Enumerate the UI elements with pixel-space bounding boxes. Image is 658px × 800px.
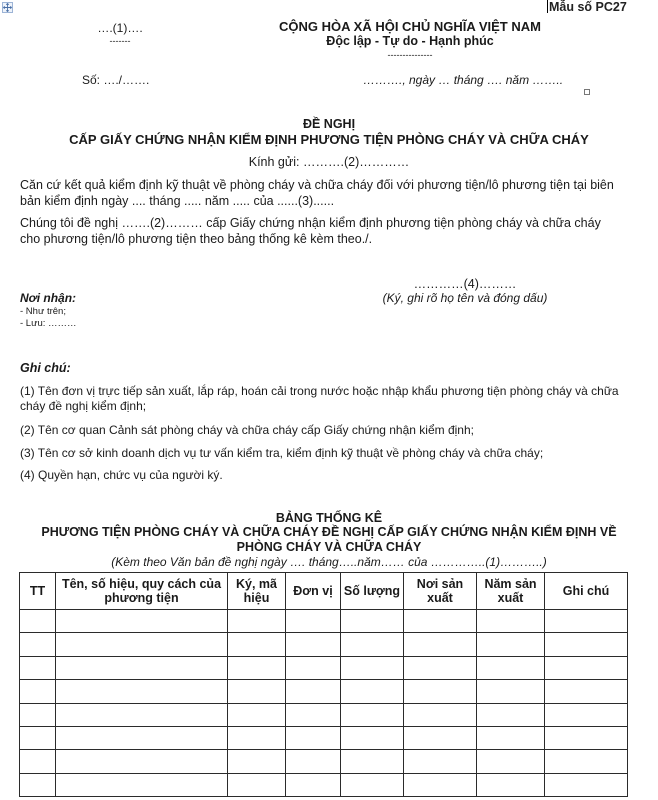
table-header-row [20,573,628,610]
agency-rule: ------- [109,36,131,46]
table-cell[interactable] [228,610,286,633]
text-cursor [547,0,548,13]
table-cell[interactable] [404,750,477,773]
nation-title: CỘNG HÒA XÃ HỘI CHỦ NGHĨA VIỆT NAM [279,19,541,34]
table-cell[interactable] [286,656,341,679]
table-cell[interactable] [20,610,56,633]
table-cell[interactable] [56,703,228,726]
note-item: (3) Tên cơ sở kinh doanh dịch vụ tư vấn kiểm tra, kiểm định kỹ thuật về phòng cháy và chữa cháy; [20,446,544,460]
table-row [20,750,628,773]
table-cell[interactable] [56,680,228,703]
table-title: BẢNG THỐNG KÊ [275,511,383,525]
table-cell[interactable] [286,726,341,749]
table-cell[interactable] [341,703,404,726]
table-cell[interactable] [477,750,545,773]
table-cell[interactable] [286,633,341,656]
column-header-unit: Đơn vị [286,573,341,610]
column-header-quantity: Số lượng [341,573,404,610]
table-cell[interactable] [477,773,545,796]
table-cell[interactable] [545,680,628,703]
table-subtitle-line-1: PHƯƠNG TIỆN PHÒNG CHÁY VÀ CHỮA CHÁY ĐỀ NGHỊ CẤP GIẤY CHỨNG NHẬN KIỂM ĐỊNH VỀ [41,525,617,539]
table-cell[interactable] [56,773,228,796]
table-cell[interactable] [545,726,628,749]
table-cell[interactable] [56,656,228,679]
note-item: (4) Quyền hạn, chức vụ của người ký. [20,468,223,482]
table-row [20,656,628,679]
table-cell[interactable] [341,773,404,796]
table-cell[interactable] [20,633,56,656]
table-cell[interactable] [545,610,628,633]
table-cell[interactable] [56,633,228,656]
table-cell[interactable] [341,680,404,703]
table-cell[interactable] [286,680,341,703]
table-cell[interactable] [20,750,56,773]
table-cell[interactable] [404,633,477,656]
column-header-model: Ký, mã hiệu [228,573,286,610]
table-row [20,680,628,703]
body-paragraph-1: Căn cứ kết quả kiểm định kỹ thuật về phòng cháy và chữa cháy đối với phương tiện/lô phương tiện tại biên bản kiểm định ngày .... tháng ..... năm ..... của ......(3)...... [20,178,614,208]
table-cell[interactable] [477,610,545,633]
table-move-handle-icon[interactable] [2,2,13,13]
table-cell[interactable] [286,703,341,726]
table-row [20,726,628,749]
table-cell[interactable] [56,750,228,773]
table-cell[interactable] [545,703,628,726]
table-cell[interactable] [286,610,341,633]
addressee: Kính gửi: ……….(2)………… [248,155,410,169]
table-cell[interactable] [228,750,286,773]
table-cell[interactable] [404,773,477,796]
document-subtitle: CẤP GIẤY CHỨNG NHẬN KIỂM ĐỊNH PHƯƠNG TIỆN PHÒNG CHÁY VÀ CHỮA CHÁY [69,132,589,147]
table-cell[interactable] [477,680,545,703]
table-cell[interactable] [404,703,477,726]
document-number: Số: …./……. [82,73,150,87]
table-cell[interactable] [341,656,404,679]
table-cell[interactable] [341,610,404,633]
table-cell[interactable] [228,773,286,796]
column-header-origin: Nơi sản xuất [404,573,477,610]
column-header-notes: Ghi chú [545,573,628,610]
place-date: ………., ngày … tháng …. năm …….. [363,73,564,87]
recipient-item: - Như trên; [20,306,66,317]
table-cell[interactable] [545,656,628,679]
table-cell[interactable] [341,750,404,773]
table-cell[interactable] [545,750,628,773]
table-subtitle-line-2: PHÒNG CHÁY VÀ CHỮA CHÁY [236,540,422,554]
document-title: ĐỀ NGHỊ [302,117,356,131]
table-cell[interactable] [20,726,56,749]
table-cell[interactable] [404,610,477,633]
table-cell[interactable] [404,726,477,749]
table-cell[interactable] [228,680,286,703]
table-row [20,633,628,656]
table-cell[interactable] [20,773,56,796]
table-cell[interactable] [286,773,341,796]
signer-title: …………(4)……… [413,277,517,291]
statistics-table [19,572,628,797]
table-cell[interactable] [228,656,286,679]
notes-label: Ghi chú: [20,361,71,375]
body-paragraph-2: Chúng tôi đề nghị …….(2)……… cấp Giấy chứng nhận kiểm định phương tiện phòng cháy và chữa cháy cho phương tiện/lô phương tiện theo bảng thống kê kèm theo./. [20,216,601,246]
table-row [20,773,628,796]
note-item: (2) Tên cơ quan Cảnh sát phòng cháy và chữa cháy cấp Giấy chứng nhận kiểm định; [20,423,474,437]
table-cell[interactable] [56,726,228,749]
table-body [20,610,628,797]
table-cell[interactable] [228,703,286,726]
table-cell[interactable] [477,726,545,749]
motto-rule: --------------- [387,50,433,60]
table-cell[interactable] [286,750,341,773]
column-header-year: Năm sản xuất [477,573,545,610]
table-attachment-note: (Kèm theo Văn bản đề nghị ngày …. tháng…..năm…… của …………..(1)………..) [111,555,547,569]
table-cell[interactable] [341,726,404,749]
signature-note: (Ký, ghi rõ họ tên và đóng dấu) [382,291,548,305]
table-cell[interactable] [228,726,286,749]
table-cell[interactable] [477,633,545,656]
table-cell[interactable] [477,656,545,679]
table-row [20,703,628,726]
table-row [20,610,628,633]
motto: Độc lập - Tự do - Hạnh phúc [326,34,494,48]
table-cell[interactable] [545,773,628,796]
agency-placeholder: ….(1)…. [97,21,143,35]
column-header-tt: TT [20,573,56,610]
table-cell[interactable] [228,633,286,656]
table-cell[interactable] [20,680,56,703]
table-cell[interactable] [477,703,545,726]
paragraph-marker-icon [584,89,590,95]
table-cell[interactable] [341,633,404,656]
table-cell[interactable] [404,656,477,679]
table-cell[interactable] [404,680,477,703]
recipients-label: Nơi nhận: [20,291,77,305]
table-cell[interactable] [20,656,56,679]
form-code[interactable] [547,0,627,14]
form-code-text: Mẫu số PC27 [549,0,627,14]
note-item: (1) Tên đơn vị trực tiếp sản xuất, lắp ráp, hoán cải trong nước hoặc nhập khẩu phương tiện phòng cháy và chữa cháy đề nghị kiểm định; [20,384,619,413]
table-cell[interactable] [20,703,56,726]
recipient-item: - Lưu: ……… [20,318,77,329]
table-cell[interactable] [545,633,628,656]
column-header-name: Tên, số hiệu, quy cách của phương tiện [56,573,228,610]
table-cell[interactable] [56,610,228,633]
